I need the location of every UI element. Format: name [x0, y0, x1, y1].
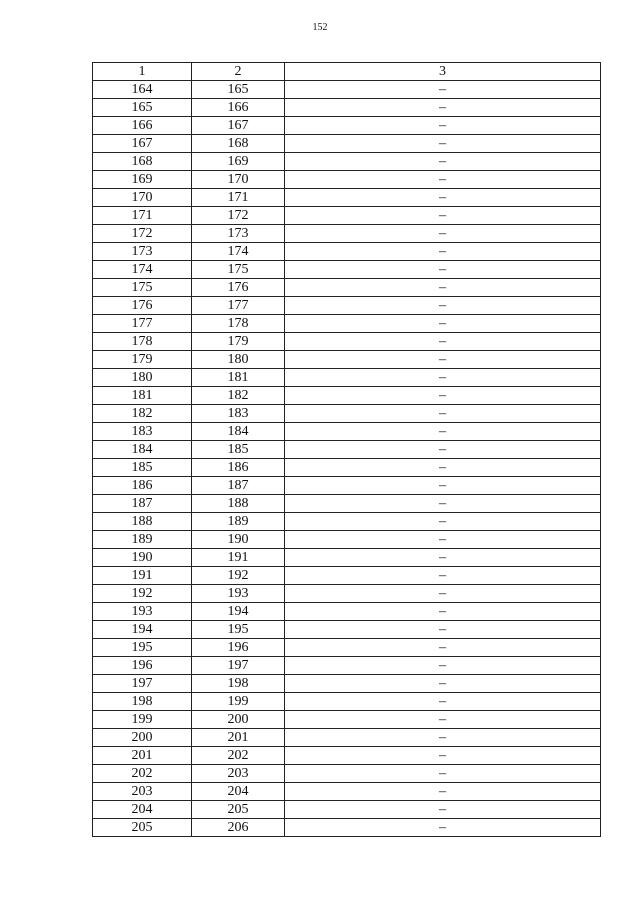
- table-cell-col1: 169: [93, 171, 192, 189]
- table-cell-col3: –: [285, 207, 601, 225]
- table-cell-col1: 179: [93, 351, 192, 369]
- table-row: [93, 441, 601, 459]
- table-cell-col1: 191: [93, 567, 192, 585]
- table-cell-col2: 190: [192, 531, 285, 549]
- table-cell-col3: –: [285, 477, 601, 495]
- table-cell-col1: 184: [93, 441, 192, 459]
- page-number: 152: [312, 22, 328, 33]
- table-cell-col2: 181: [192, 369, 285, 387]
- table-cell-col2: 188: [192, 495, 285, 513]
- table-cell-col3: –: [285, 819, 601, 837]
- table-row: [93, 117, 601, 135]
- table-row: [93, 567, 601, 585]
- table-cell-col1: 195: [93, 639, 192, 657]
- table-cell-col3: –: [285, 603, 601, 621]
- table-row: [93, 153, 601, 171]
- table-cell-col1: 199: [93, 711, 192, 729]
- table-row: [93, 459, 601, 477]
- table-header: [93, 63, 601, 81]
- table-cell-col3: –: [285, 585, 601, 603]
- table-cell-col1: 175: [93, 279, 192, 297]
- table-cell-col3: –: [285, 405, 601, 423]
- table-cell-col1: 200: [93, 729, 192, 747]
- table-cell-col2: 192: [192, 567, 285, 585]
- table-cell-col1: 190: [93, 549, 192, 567]
- table-cell-col1: 193: [93, 603, 192, 621]
- table-cell-col1: 164: [93, 81, 192, 99]
- table-row: [93, 207, 601, 225]
- table-cell-col2: 170: [192, 171, 285, 189]
- table-cell-col1: 166: [93, 117, 192, 135]
- table-cell-col3: –: [285, 495, 601, 513]
- table-cell-col2: 197: [192, 657, 285, 675]
- table-cell-col3: –: [285, 567, 601, 585]
- table-cell-col1: 186: [93, 477, 192, 495]
- table-cell-col3: –: [285, 783, 601, 801]
- table-cell-col1: 204: [93, 801, 192, 819]
- table-cell-col3: –: [285, 711, 601, 729]
- table-cell-col1: 185: [93, 459, 192, 477]
- table-row: [93, 369, 601, 387]
- table-cell-col2: 173: [192, 225, 285, 243]
- table-cell-col1: 167: [93, 135, 192, 153]
- table-cell-col3: –: [285, 333, 601, 351]
- table-cell-col3: –: [285, 171, 601, 189]
- table-cell-col1: 170: [93, 189, 192, 207]
- table-cell-col2: 186: [192, 459, 285, 477]
- table-cell-col3: –: [285, 459, 601, 477]
- table-cell-col1: 203: [93, 783, 192, 801]
- table-cell-col1: 192: [93, 585, 192, 603]
- table-cell-col3: –: [285, 153, 601, 171]
- table-cell-col2: 166: [192, 99, 285, 117]
- table-row: [93, 279, 601, 297]
- table-cell-col1: 198: [93, 693, 192, 711]
- table-cell-col2: 165: [192, 81, 285, 99]
- table-cell-col3: –: [285, 531, 601, 549]
- table-cell-col2: 172: [192, 207, 285, 225]
- table-row: [93, 261, 601, 279]
- table-cell-col3: –: [285, 99, 601, 117]
- table-row: [93, 585, 601, 603]
- table-row: [93, 729, 601, 747]
- table-body: [93, 81, 601, 837]
- table-cell-col3: –: [285, 315, 601, 333]
- table-cell-col3: –: [285, 243, 601, 261]
- table-cell-col3: –: [285, 351, 601, 369]
- table-cell-col3: –: [285, 279, 601, 297]
- data-table: [92, 62, 601, 837]
- table-cell-col2: 203: [192, 765, 285, 783]
- table-cell-col3: –: [285, 621, 601, 639]
- table-row: [93, 81, 601, 99]
- table-cell-col2: 182: [192, 387, 285, 405]
- table-cell-col3: –: [285, 297, 601, 315]
- table-row: [93, 243, 601, 261]
- column-header-2: 2: [192, 63, 285, 81]
- table-row: [93, 513, 601, 531]
- table-cell-col1: 188: [93, 513, 192, 531]
- table-cell-col2: 171: [192, 189, 285, 207]
- table-row: [93, 297, 601, 315]
- table-cell-col2: 205: [192, 801, 285, 819]
- table-row: [93, 783, 601, 801]
- table-row: [93, 189, 601, 207]
- table-cell-col1: 205: [93, 819, 192, 837]
- table-row: [93, 225, 601, 243]
- column-header-1: 1: [93, 63, 192, 81]
- table-row: [93, 405, 601, 423]
- table-row: [93, 765, 601, 783]
- table-cell-col2: 201: [192, 729, 285, 747]
- table-cell-col2: 187: [192, 477, 285, 495]
- table-cell-col1: 165: [93, 99, 192, 117]
- table-cell-col3: –: [285, 765, 601, 783]
- table-row: [93, 423, 601, 441]
- table-cell-col2: 202: [192, 747, 285, 765]
- table-cell-col1: 194: [93, 621, 192, 639]
- table-cell-col1: 183: [93, 423, 192, 441]
- column-header-3: 3: [285, 63, 601, 81]
- table-cell-col1: 171: [93, 207, 192, 225]
- table-cell-col2: 199: [192, 693, 285, 711]
- table-row: [93, 477, 601, 495]
- table-row: [93, 603, 601, 621]
- table-cell-col3: –: [285, 117, 601, 135]
- table-cell-col3: –: [285, 225, 601, 243]
- table-row: [93, 711, 601, 729]
- table-cell-col2: 180: [192, 351, 285, 369]
- table-cell-col1: 181: [93, 387, 192, 405]
- table-cell-col2: 194: [192, 603, 285, 621]
- table-cell-col1: 176: [93, 297, 192, 315]
- table-cell-col2: 176: [192, 279, 285, 297]
- table-row: [93, 333, 601, 351]
- table-row: [93, 819, 601, 837]
- table-cell-col3: –: [285, 801, 601, 819]
- table-row: [93, 549, 601, 567]
- table-row: [93, 639, 601, 657]
- table-row: [93, 621, 601, 639]
- table-cell-col1: 201: [93, 747, 192, 765]
- table-cell-col2: 184: [192, 423, 285, 441]
- table-cell-col3: –: [285, 387, 601, 405]
- table-row: [93, 315, 601, 333]
- table-cell-col1: 187: [93, 495, 192, 513]
- table-row: [93, 675, 601, 693]
- table-cell-col3: –: [285, 369, 601, 387]
- table-cell-col1: 177: [93, 315, 192, 333]
- table-cell-col1: 196: [93, 657, 192, 675]
- table-cell-col3: –: [285, 135, 601, 153]
- table-cell-col2: 167: [192, 117, 285, 135]
- header-row: [93, 63, 601, 81]
- table-cell-col2: 169: [192, 153, 285, 171]
- table-cell-col2: 200: [192, 711, 285, 729]
- table-row: [93, 801, 601, 819]
- table-row: [93, 531, 601, 549]
- table-cell-col2: 196: [192, 639, 285, 657]
- table-row: [93, 387, 601, 405]
- table-cell-col1: 180: [93, 369, 192, 387]
- table-cell-col2: 185: [192, 441, 285, 459]
- table-cell-col1: 173: [93, 243, 192, 261]
- table-cell-col2: 174: [192, 243, 285, 261]
- table-row: [93, 693, 601, 711]
- table-row: [93, 351, 601, 369]
- table-row: [93, 495, 601, 513]
- table-cell-col1: 197: [93, 675, 192, 693]
- table-cell-col3: –: [285, 729, 601, 747]
- table-cell-col2: 177: [192, 297, 285, 315]
- table-cell-col3: –: [285, 693, 601, 711]
- table-cell-col3: –: [285, 81, 601, 99]
- table-cell-col2: 175: [192, 261, 285, 279]
- table-cell-col2: 178: [192, 315, 285, 333]
- table-cell-col1: 174: [93, 261, 192, 279]
- table-cell-col3: –: [285, 513, 601, 531]
- table-row: [93, 657, 601, 675]
- table-row: [93, 135, 601, 153]
- table-cell-col2: 193: [192, 585, 285, 603]
- table-cell-col2: 179: [192, 333, 285, 351]
- table-cell-col3: –: [285, 441, 601, 459]
- table-cell-col1: 172: [93, 225, 192, 243]
- table-cell-col1: 168: [93, 153, 192, 171]
- table-cell-col3: –: [285, 639, 601, 657]
- table-cell-col3: –: [285, 747, 601, 765]
- table-cell-col3: –: [285, 657, 601, 675]
- table-cell-col2: 183: [192, 405, 285, 423]
- table-cell-col3: –: [285, 423, 601, 441]
- table-row: [93, 747, 601, 765]
- table-cell-col1: 202: [93, 765, 192, 783]
- table-cell-col3: –: [285, 549, 601, 567]
- table-cell-col2: 191: [192, 549, 285, 567]
- table-row: [93, 171, 601, 189]
- table-cell-col2: 168: [192, 135, 285, 153]
- table-cell-col1: 189: [93, 531, 192, 549]
- table-cell-col2: 189: [192, 513, 285, 531]
- table-cell-col2: 206: [192, 819, 285, 837]
- table-cell-col2: 195: [192, 621, 285, 639]
- table-cell-col3: –: [285, 675, 601, 693]
- table-row: [93, 99, 601, 117]
- table-cell-col1: 182: [93, 405, 192, 423]
- table-cell-col3: –: [285, 261, 601, 279]
- table-cell-col2: 204: [192, 783, 285, 801]
- table-cell-col3: –: [285, 189, 601, 207]
- table-cell-col1: 178: [93, 333, 192, 351]
- table-cell-col2: 198: [192, 675, 285, 693]
